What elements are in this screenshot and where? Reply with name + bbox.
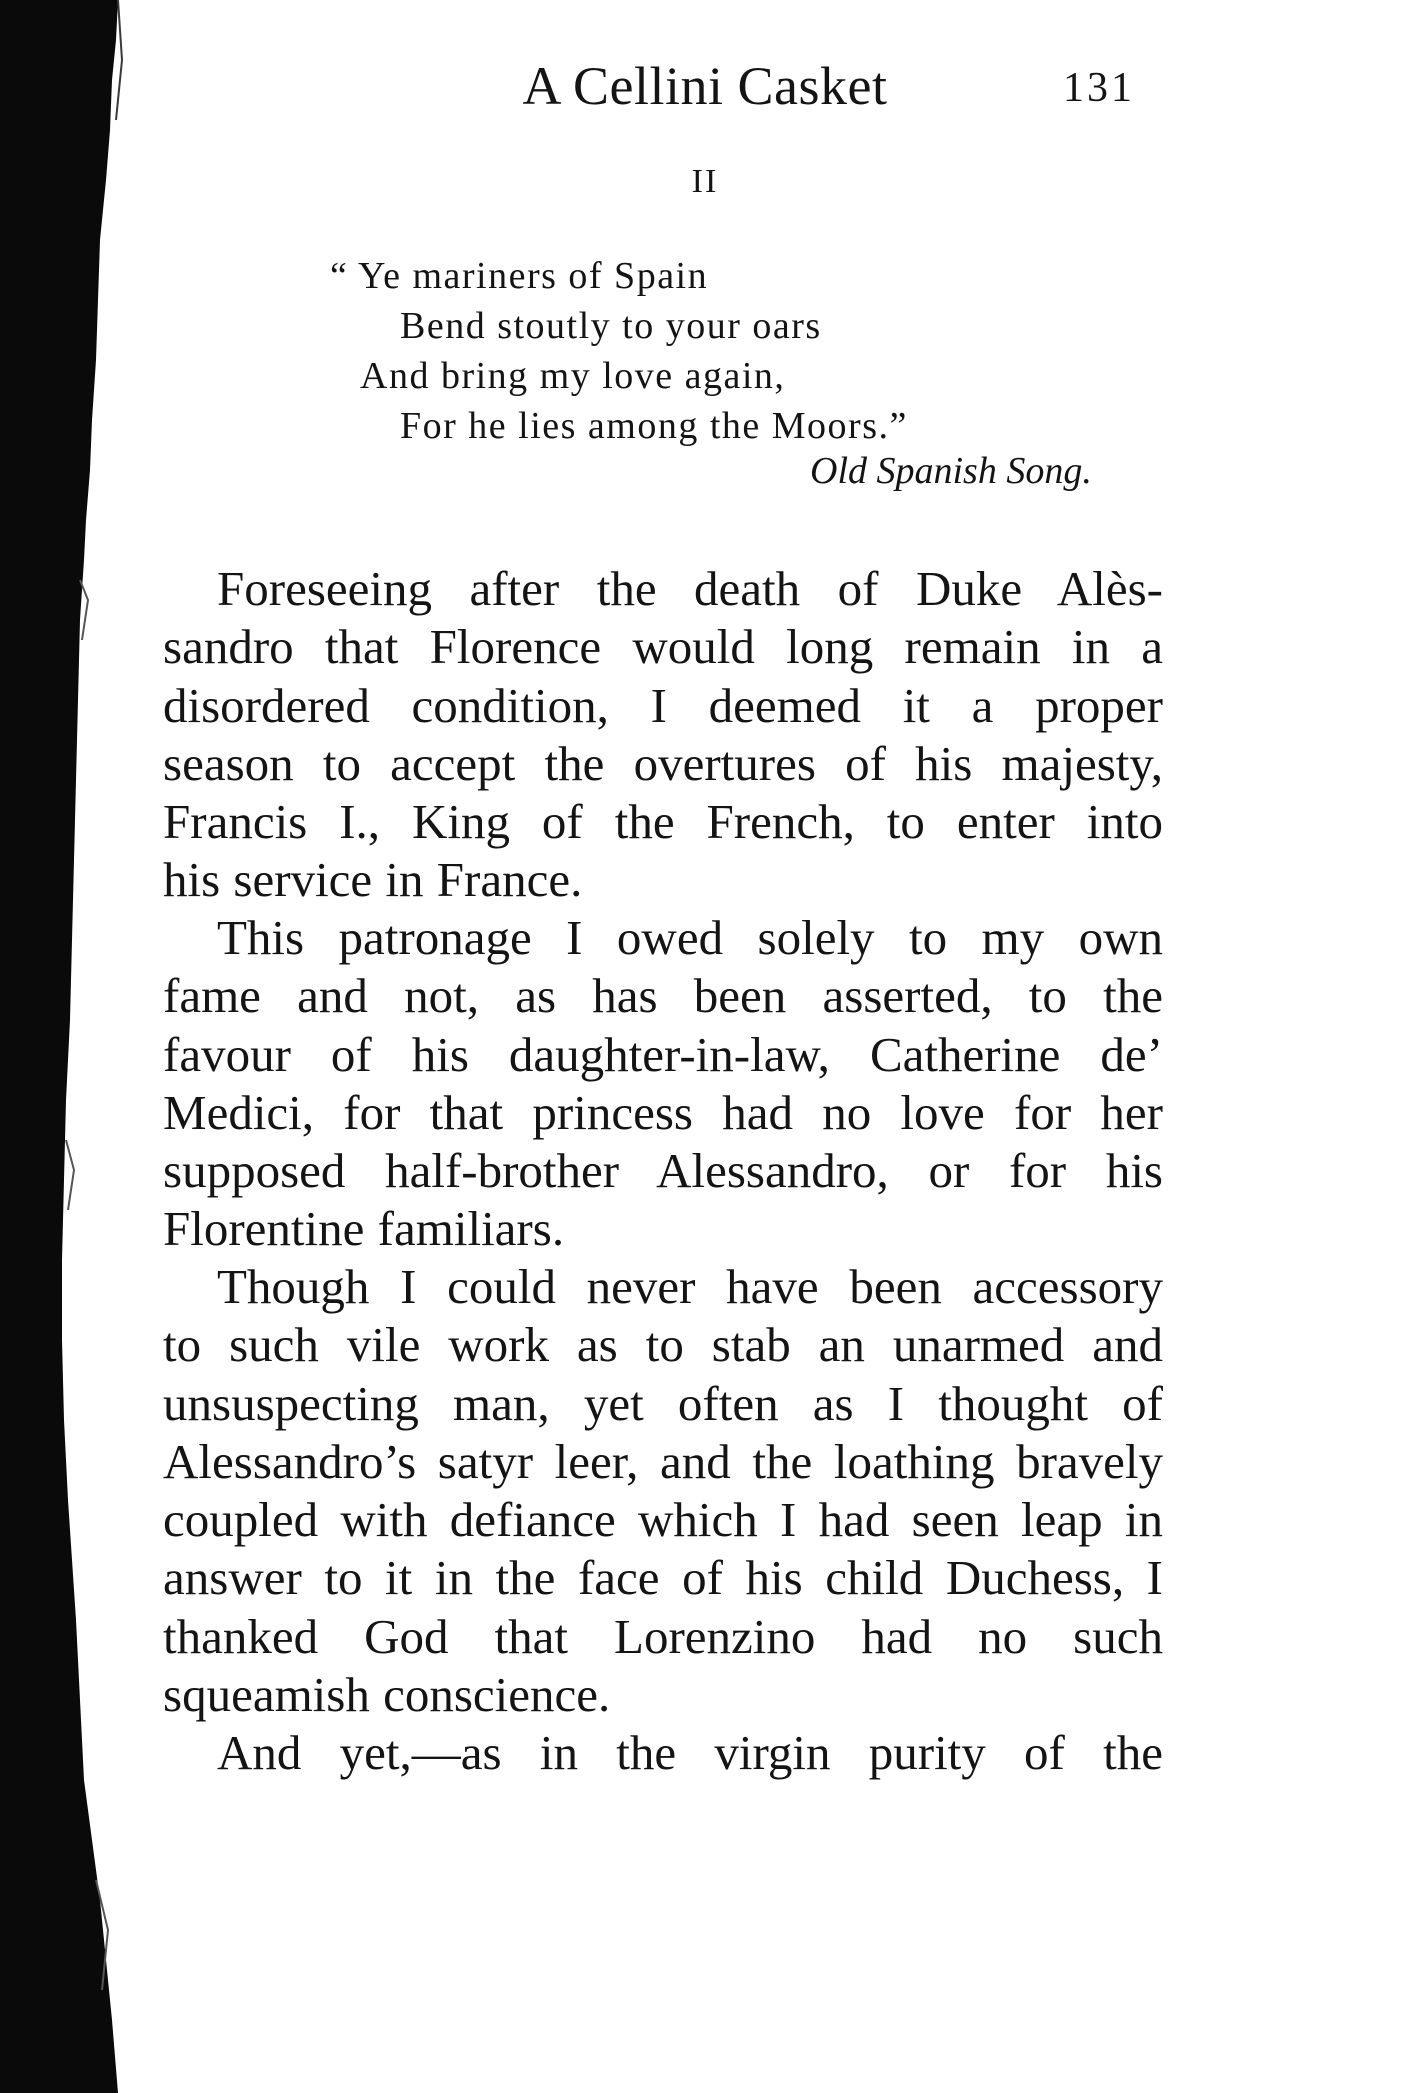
- epigraph-source: Old Spanish Song.: [810, 450, 1092, 492]
- text-line: thanked God that Lorenzino had no such: [163, 1608, 1163, 1664]
- text-line: his service in France.: [163, 852, 583, 907]
- paragraph-end: [163, 1200, 1163, 1258]
- page-number: 131: [1063, 65, 1135, 111]
- text-line: answer to it in the face of his child Duchess, I: [163, 1550, 1163, 1606]
- paragraph-end: [163, 1666, 1163, 1724]
- section-number: II: [691, 163, 719, 200]
- paragraph: [163, 1724, 1163, 1782]
- paragraph-end: [163, 851, 1163, 909]
- epigraph-line: For he lies among the Moors.”: [400, 405, 908, 447]
- running-head: A Cellini Casket: [522, 56, 888, 116]
- text-line: favour of his daughter-in-law, Catherine de’: [163, 1026, 1163, 1082]
- epigraph-line: Bend stoutly to your oars: [400, 305, 822, 347]
- text-line: Alessandro’s satyr leer, and the loathing bravely: [163, 1433, 1163, 1489]
- text-line: supposed half-brother Alessandro, or for his: [163, 1143, 1163, 1199]
- text-line: fame and not, as has been asserted, to the: [163, 968, 1163, 1024]
- text-line: Medici, for that princess had no love for her: [163, 1084, 1163, 1140]
- text-line: Florentine familiars.: [163, 1201, 565, 1256]
- text-line: squeamish conscience.: [163, 1667, 611, 1722]
- paragraph: [163, 1258, 1163, 1666]
- paragraph: [163, 909, 1163, 1200]
- text-line: This patronage I owed solely to my own: [217, 910, 1163, 965]
- text-line: season to accept the overtures of his majesty,: [163, 735, 1163, 791]
- text-line: Foreseeing after the death of Duke Alès-: [217, 561, 1163, 616]
- scan-binding-edge: [0, 0, 160, 2093]
- text-line: And yet,—as in the virgin purity of the: [217, 1725, 1163, 1780]
- text-line: coupled with defiance which I had seen leap in: [163, 1492, 1163, 1548]
- epigraph-line: And bring my love again,: [360, 355, 786, 397]
- epigraph-line: “ Ye mariners of Spain: [330, 255, 709, 297]
- text-line: disordered condition, I deemed it a proper: [163, 677, 1163, 733]
- text-line: unsuspecting man, yet often as I thought of: [163, 1375, 1163, 1431]
- text-line: sandro that Florence would long remain in a: [163, 619, 1163, 675]
- text-line: to such vile work as to stab an unarmed and: [163, 1317, 1163, 1373]
- text-line: Francis I., King of the French, to enter into: [163, 794, 1163, 850]
- paragraph: [163, 560, 1163, 851]
- text-line: Though I could never have been accessory: [217, 1259, 1163, 1314]
